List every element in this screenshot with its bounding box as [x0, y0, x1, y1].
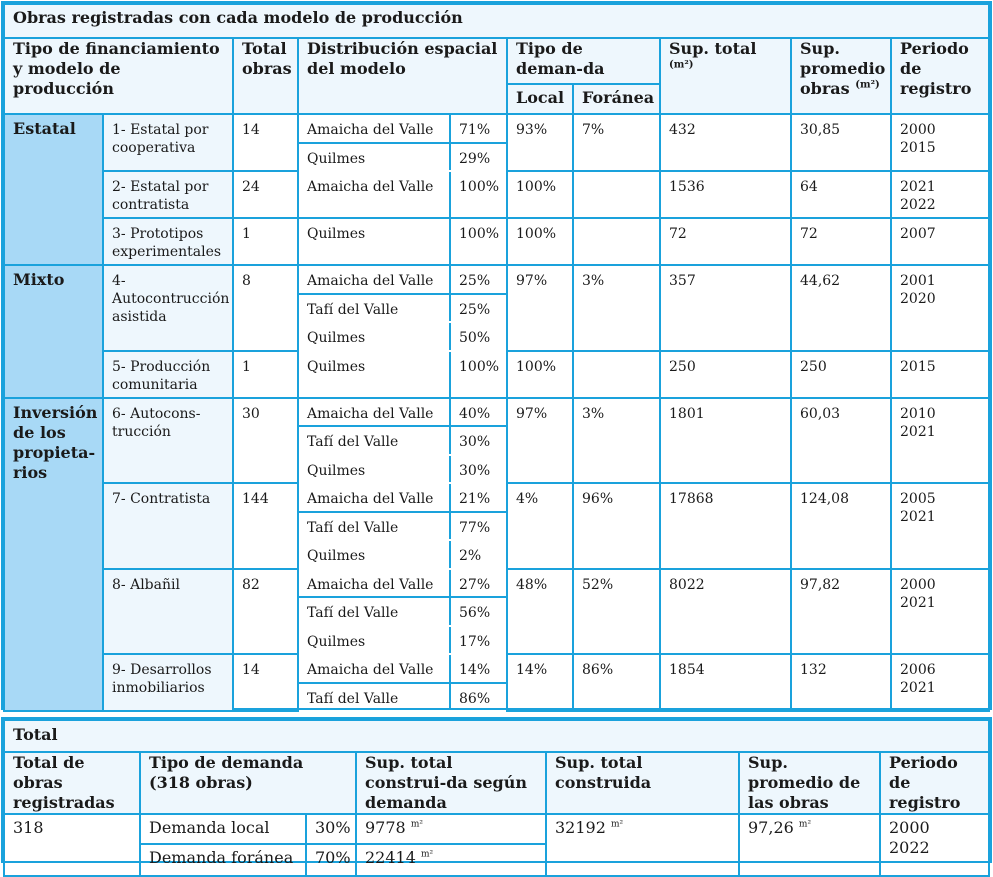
total-header-sup-segun: Sup. total construi-da según demanda	[356, 752, 546, 814]
periodo-year: 2015	[900, 140, 936, 156]
distribution-pct: 40%	[450, 398, 507, 427]
foranea-cell	[573, 351, 660, 398]
header-tipo-demanda: Tipo de deman-da	[507, 38, 660, 84]
header-periodo: Periodo de registro	[891, 38, 989, 114]
distribution-pct: 17%	[450, 626, 507, 655]
main-table-body	[4, 114, 989, 711]
sup-total-cell: 1801	[660, 398, 791, 484]
periodo-year: 2010	[900, 405, 936, 422]
table-row	[4, 114, 989, 143]
total-obras-cell: 14	[233, 654, 298, 711]
group-label: Estatal	[4, 114, 103, 265]
foranea-cell: 3%	[573, 398, 660, 484]
group-label: Inversión de los propieta-rios	[4, 398, 103, 712]
distribution-place: Quilmes	[298, 455, 450, 484]
total-table	[1, 717, 992, 867]
total-obras-cell: 1	[233, 218, 298, 265]
periodo-year: 2006	[900, 662, 936, 678]
sup-prom-cell: 60,03	[791, 398, 891, 484]
demanda-local-label: Demanda local	[140, 814, 306, 844]
total-obras-cell: 82	[233, 569, 298, 655]
periodo-year: 2022	[900, 197, 936, 213]
distribution-pct: 77%	[450, 512, 507, 541]
periodo-year: 2000	[900, 122, 936, 138]
header-distribucion: Distribución espacial del modelo	[298, 38, 507, 114]
model-name: 8- Albañil	[103, 569, 233, 655]
periodo-cell	[891, 171, 989, 218]
distribution-pct: 27%	[450, 569, 507, 598]
distribution-place: Quilmes	[298, 540, 450, 569]
periodo-year: 2005	[900, 491, 936, 507]
table-row	[4, 265, 989, 294]
total-header-periodo: Periodo de registro	[880, 752, 989, 814]
foranea-cell	[573, 171, 660, 218]
sup-total-value: 32192 $^{m^2}$	[546, 814, 739, 876]
demanda-local-sup: 9778 $^{m^2}$	[356, 814, 546, 844]
table-row	[4, 398, 989, 427]
header-total-obras: Total obras	[233, 38, 298, 114]
total-header-sup-total: Sup. total construida	[546, 752, 739, 814]
periodo-value: 2000 2022	[880, 814, 989, 876]
distribution-pct: 30%	[450, 455, 507, 484]
periodo-cell	[891, 351, 989, 398]
distribution-place: Amaicha del Valle	[298, 398, 450, 427]
sup-prom-cell: 97,82	[791, 569, 891, 655]
distribution-pct: 100%	[450, 171, 507, 218]
model-name: 3- Prototipos experimentales	[103, 218, 233, 265]
distribution-pct: 56%	[450, 597, 507, 626]
distribution-place: Tafí del Valle	[298, 512, 450, 541]
periodo-year: 2021	[900, 594, 936, 611]
foranea-cell	[573, 218, 660, 265]
distribution-place: Amaicha del Valle	[298, 483, 450, 512]
distribution-place: Tafí del Valle	[298, 294, 450, 323]
local-cell: 100%	[507, 218, 573, 265]
header-sup-promedio: Sup. promedio obras $^{(m^2)}$	[791, 38, 891, 114]
sup-total-cell: 357	[660, 265, 791, 351]
sup-prom-cell: 44,62	[791, 265, 891, 351]
total-obras-cell: 30	[233, 398, 298, 484]
distribution-pct: 21%	[450, 483, 507, 512]
model-name: 5- Producción comunitaria	[103, 351, 233, 398]
distribution-place: Amaicha del Valle	[298, 171, 450, 218]
local-cell: 48%	[507, 569, 573, 655]
periodo-year: 2021	[900, 179, 936, 195]
sup-prom-cell: 64	[791, 171, 891, 218]
periodo-year: 2020	[900, 291, 936, 307]
distribution-pct: 25%	[450, 294, 507, 323]
demanda-foranea-label: Demanda foránea	[140, 844, 306, 876]
distribution-place: Amaicha del Valle	[298, 114, 450, 143]
periodo-cell	[891, 483, 989, 569]
sup-total-cell: 8022	[660, 569, 791, 655]
periodo-year: 2007	[900, 226, 936, 242]
periodo-cell	[891, 114, 989, 171]
periodo-cell	[891, 398, 989, 484]
distribution-place: Tafí del Valle	[298, 683, 450, 712]
distribution-place: Quilmes	[298, 626, 450, 655]
distribution-pct: 100%	[450, 218, 507, 265]
foranea-cell: 96%	[573, 483, 660, 569]
model-name: 6- Autocons-trucción	[103, 398, 233, 484]
distribution-pct: 71%	[450, 114, 507, 143]
local-cell: 97%	[507, 398, 573, 484]
distribution-pct: 100%	[450, 351, 507, 398]
total-obras-value: 318	[4, 814, 140, 876]
total-obras-cell: 8	[233, 265, 298, 351]
table-row	[4, 171, 989, 218]
distribution-place: Tafí del Valle	[298, 426, 450, 455]
demanda-foranea-pct: 70%	[306, 844, 356, 876]
header-foranea: Foránea	[573, 84, 660, 114]
sup-promedio-value: 97,26 $^{m^2}$	[739, 814, 880, 876]
sup-prom-cell: 132	[791, 654, 891, 711]
local-cell: 100%	[507, 171, 573, 218]
model-name: 9- Desarrollos inmobiliarios	[103, 654, 233, 711]
header-financiamiento: Tipo de financiamiento y modelo de producción	[4, 38, 233, 114]
distribution-place: Amaicha del Valle	[298, 569, 450, 598]
table-row	[4, 351, 989, 398]
distribution-place: Quilmes	[298, 351, 450, 398]
total-header-sup-promedio: Sup. promedio de las obras	[739, 752, 880, 814]
periodo-year: 2015	[900, 358, 936, 375]
local-cell: 97%	[507, 265, 573, 351]
foranea-cell: 3%	[573, 265, 660, 351]
sup-total-cell: 17868	[660, 483, 791, 569]
periodo-cell	[891, 654, 989, 711]
periodo-cell	[891, 569, 989, 655]
total-obras-cell: 144	[233, 483, 298, 569]
distribution-pct: 2%	[450, 540, 507, 569]
group-label: Mixto	[4, 265, 103, 398]
sup-total-cell: 250	[660, 351, 791, 398]
total-obras-cell: 24	[233, 171, 298, 218]
foranea-cell: 7%	[573, 114, 660, 171]
distribution-pct: 29%	[450, 143, 507, 172]
table-title: Obras registradas con cada modelo de producción	[4, 4, 989, 38]
distribution-pct: 14%	[450, 654, 507, 683]
periodo-year: 2021	[900, 423, 936, 440]
periodo-year: 2000	[900, 576, 936, 593]
local-cell: 4%	[507, 483, 573, 569]
sup-prom-cell: 250	[791, 351, 891, 398]
sup-prom-cell: 30,85	[791, 114, 891, 171]
foranea-cell: 86%	[573, 654, 660, 711]
header-local: Local	[507, 84, 573, 114]
periodo-year: 2001	[900, 273, 936, 289]
total-header-obras: Total de obras registradas	[4, 752, 140, 814]
table-row	[4, 654, 989, 683]
periodo-cell	[891, 218, 989, 265]
demanda-foranea-sup: 22414 $^{m^2}$	[356, 844, 546, 876]
model-name: 7- Contratista	[103, 483, 233, 569]
distribution-place: Amaicha del Valle	[298, 265, 450, 294]
distribution-pct: 86%	[450, 683, 507, 712]
sup-prom-cell: 124,08	[791, 483, 891, 569]
model-name: 4- Autocontrucción asistida	[103, 265, 233, 351]
foranea-cell: 52%	[573, 569, 660, 655]
total-obras-cell: 14	[233, 114, 298, 171]
table-row	[4, 569, 989, 598]
total-header-demanda: Tipo de demanda (318 obras)	[140, 752, 356, 814]
sup-total-cell: 432	[660, 114, 791, 171]
local-cell: 100%	[507, 351, 573, 398]
table-row	[4, 218, 989, 265]
production-models-table	[1, 1, 992, 710]
model-name: 1- Estatal por cooperativa	[103, 114, 233, 171]
periodo-cell	[891, 265, 989, 351]
distribution-pct: 25%	[450, 265, 507, 294]
table-row	[4, 483, 989, 512]
sup-total-cell: 1854	[660, 654, 791, 711]
distribution-pct: 50%	[450, 322, 507, 351]
distribution-place: Amaicha del Valle	[298, 654, 450, 683]
distribution-place: Quilmes	[298, 143, 450, 172]
sup-total-cell: 72	[660, 218, 791, 265]
header-sup-total: Sup. total $^{(m^2)}$	[660, 38, 791, 114]
local-cell: 93%	[507, 114, 573, 171]
periodo-year: 2021	[900, 680, 936, 696]
distribution-place: Quilmes	[298, 218, 450, 265]
demanda-local-pct: 30%	[306, 814, 356, 844]
total-title: Total	[4, 720, 989, 752]
distribution-pct: 30%	[450, 426, 507, 455]
local-cell: 14%	[507, 654, 573, 711]
sup-total-cell: 1536	[660, 171, 791, 218]
periodo-year: 2021	[900, 509, 936, 525]
model-name: 2- Estatal por contratista	[103, 171, 233, 218]
sup-prom-cell: 72	[791, 218, 891, 265]
distribution-place: Tafí del Valle	[298, 597, 450, 626]
total-obras-cell: 1	[233, 351, 298, 398]
distribution-place: Quilmes	[298, 322, 450, 351]
